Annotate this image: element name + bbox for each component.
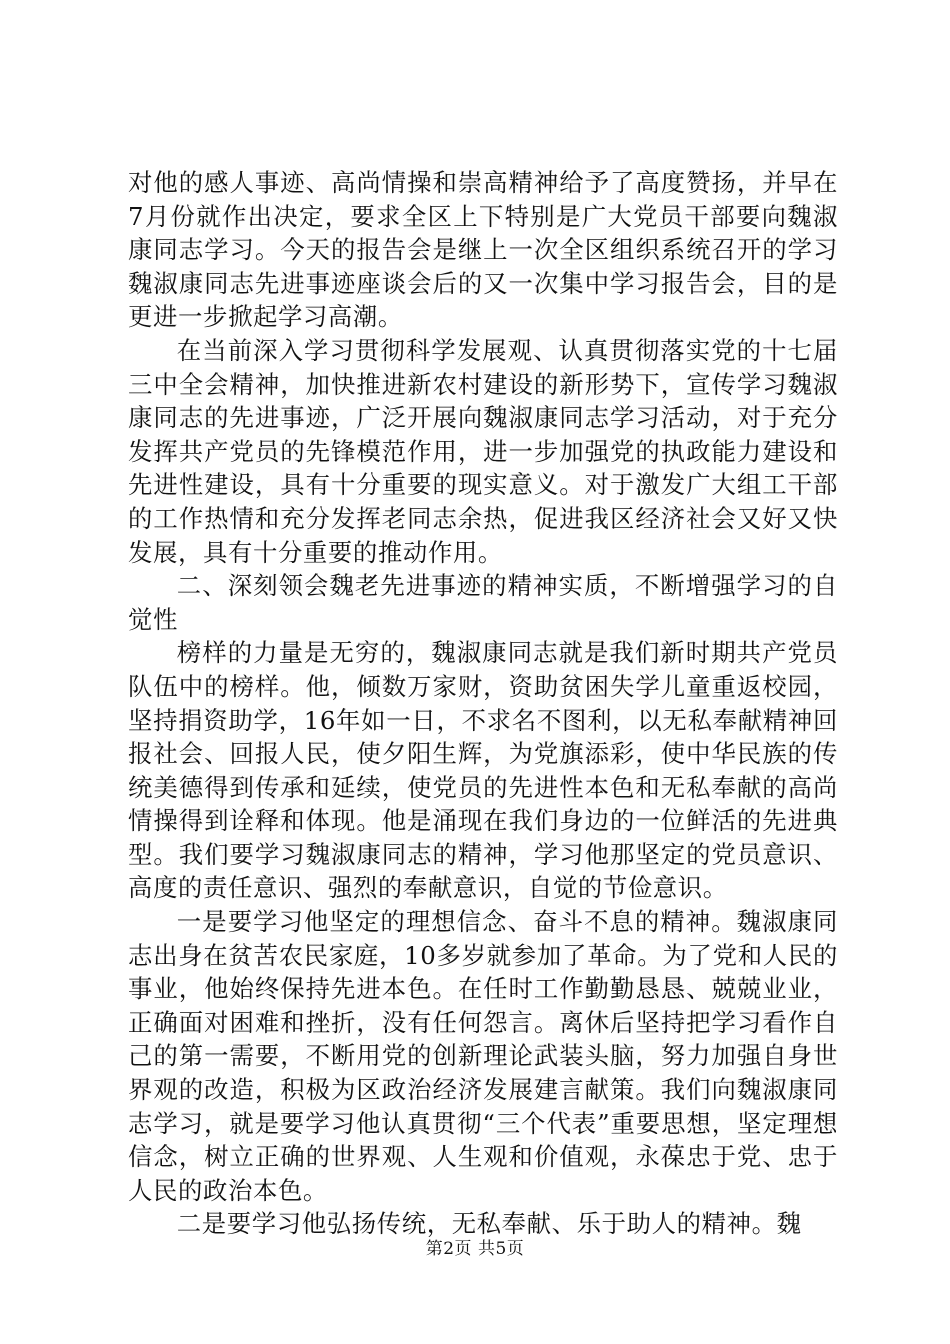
section-heading: 二、深刻领会魏老先进事迹的精神实质，不断增强学习的自觉性: [128, 571, 838, 634]
paragraph: 对他的感人事迹、高尚情操和崇高精神给予了高度赞扬，并早在7月份就作出决定，要求全区上下特别是广大党员干部要向魏淑康同志学习。今天的报告会是继上一次全区组织系统召开的学习魏淑康同志先进事迹座谈会后的又一次集中学习报告会，目的是更进一步掀起学习高潮。: [128, 168, 838, 332]
page-number-footer: 第2页 共5页: [425, 1239, 525, 1259]
document-body: [128, 166, 838, 1241]
paragraph: 在当前深入学习贯彻科学发展观、认真贯彻落实党的十七届三中全会精神，加快推进新农村建设的新形势下，宣传学习魏淑康同志的先进事迹，广泛开展向魏淑康同志学习活动，对于充分发挥共产党员的先锋模范作用，进一步加强党的执政能力建设和先进性建设，具有十分重要的现实意义。对于激发广大组工干部的工作热情和充分发挥老同志余热，促进我区经济社会又好又快发展，具有十分重要的推动作用。: [128, 335, 838, 567]
paragraph: 一是要学习他坚定的理想信念、奋斗不息的精神。魏淑康同志出身在贫苦农民家庭，10多岁就参加了革命。为了党和人民的事业，他始终保持先进本色。在任时工作勤勤恳恳、兢兢业业，正确面对困难和挫折，没有任何怨言。离休后坚持把学习看作自己的第一需要，不断用党的创新理论武装头脑，努力加强自身世界观的改造，积极为区政治经济发展建言献策。我们向魏淑康同志学习，就是要学习他认真贯彻“三个代表”重要思想，坚定理想信念，树立正确的世界观、人生观和价值观，永葆忠于党、忠于人民的政治本色。: [128, 907, 838, 1205]
paragraph: 二是要学习他弘扬传统，无私奉献、乐于助人的精神。魏: [176, 1209, 802, 1239]
paragraph: 榜样的力量是无穷的，魏淑康同志就是我们新时期共产党员队伍中的榜样。他，倾数万家财，资助贫困失学儿童重返校园，坚持捐资助学，16年如一日，不求名不图利，以无私奉献精神回报社会、回报人民，使夕阳生辉，为党旗添彩，使中华民族的传统美德得到传承和延续，使党员的先进性本色和无私奉献的高尚情操得到诠释和体现。他是涌现在我们身边的一位鲜活的先进典型。我们要学习魏淑康同志的精神，学习他那坚定的党员意识、高度的责任意识、强烈的奉献意识，自觉的节俭意识。: [128, 638, 838, 903]
